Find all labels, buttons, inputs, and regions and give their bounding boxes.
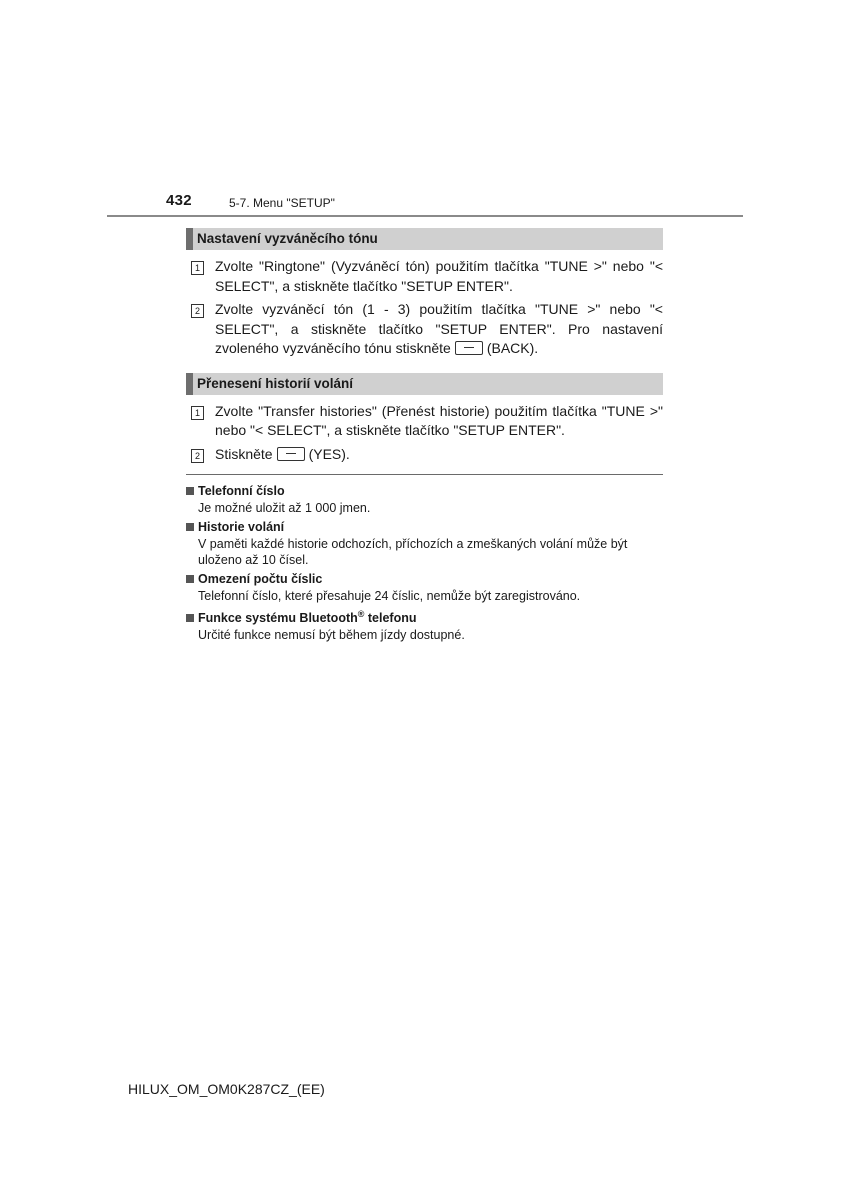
transfer-steps <box>186 402 663 465</box>
step-number-box: 2 <box>191 449 204 463</box>
page-number: 432 <box>166 192 192 209</box>
note-title: Historie volání <box>186 519 663 536</box>
square-bullet-icon <box>186 523 194 531</box>
note-text: V paměti každé historie odchozích, příchozích a zmeškaných volání může být uloženo až 10 čísel. <box>198 536 628 567</box>
square-bullet-icon <box>186 614 194 622</box>
notes-divider <box>186 474 663 475</box>
step-text-before: Stiskněte <box>215 445 273 462</box>
ringtone-steps <box>186 257 663 359</box>
page-content <box>186 228 663 646</box>
back-button-icon <box>455 341 483 355</box>
section-title-ringtone: Nastavení vyzváněcího tónu <box>186 228 663 250</box>
step-text <box>215 300 663 359</box>
notes-list <box>186 483 663 644</box>
square-bullet-icon <box>186 575 194 583</box>
header-rule <box>107 215 743 217</box>
step-number-box: 1 <box>191 261 204 275</box>
note-text: Je možné uložit až 1 000 jmen. <box>198 501 371 515</box>
section-header: 5-7. Menu "SETUP" <box>229 196 335 210</box>
note-text: Telefonní číslo, které přesahuje 24 číslic, nemůže být zaregistrováno. <box>198 588 581 603</box>
step-item <box>186 445 663 465</box>
note-title: Omezení počtu číslic <box>186 571 663 588</box>
step-text: Zvolte "Transfer histories" (Přenést historie) použitím tlačítka "TUNE >" nebo "< SELECT", a stiskněte tlačítko "SETUP ENTER". <box>215 402 663 438</box>
step-text-before: Zvolte vyzváněcí tón (1 - 3) použitím tlačítka "TUNE >" nebo "< SELECT", a stiskněte tlačítko "SETUP ENTER". Pro nastavení zvoleného vyzváněcího tónu stiskněte <box>215 301 663 356</box>
section-title-transfer-history: Přenesení historií volání <box>186 373 663 395</box>
step-item <box>186 300 663 359</box>
step-item <box>186 257 663 296</box>
square-bullet-icon <box>186 487 194 495</box>
step-text <box>215 445 663 465</box>
step-text: Zvolte "Ringtone" (Vyzváněcí tón) použitím tlačítka "TUNE >" nebo "< SELECT", a stiskněte tlačítko "SETUP ENTER". <box>215 258 663 294</box>
note-title: Telefonní číslo <box>186 483 663 500</box>
step-number-box: 1 <box>191 406 204 420</box>
registered-mark: ® <box>357 609 365 619</box>
yes-button-icon <box>277 447 305 461</box>
footer-code: HILUX_OM_OM0K287CZ_(EE) <box>128 1081 325 1097</box>
step-text-after: (BACK). <box>486 340 539 356</box>
step-text-after: (YES). <box>308 445 350 462</box>
step-item <box>186 402 663 441</box>
note-title: Funkce systému Bluetooth® telefonu <box>186 606 663 627</box>
note-text: Určité funkce nemusí být během jízdy dostupné. <box>198 628 465 643</box>
step-number-box: 2 <box>191 304 204 318</box>
